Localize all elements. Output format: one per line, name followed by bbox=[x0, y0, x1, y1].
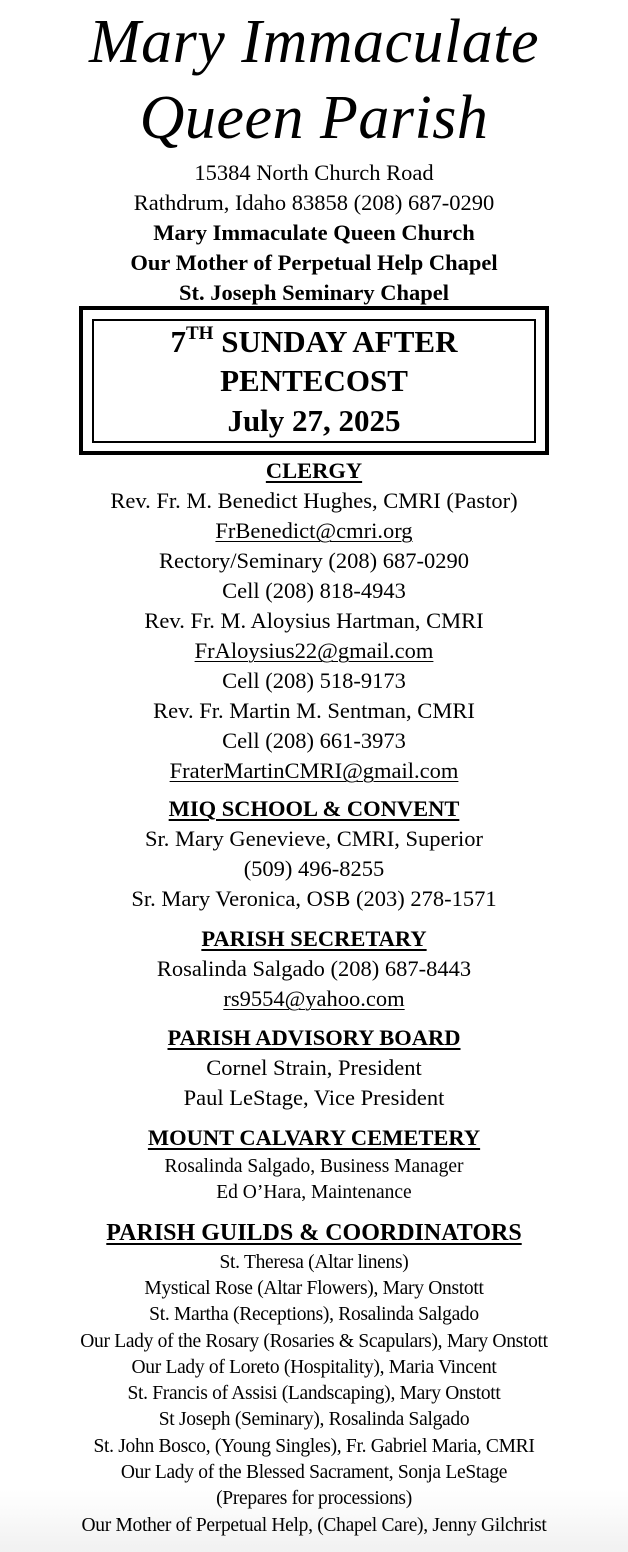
feast-date: July 27, 2025 bbox=[227, 403, 401, 438]
guild-item: St. Francis of Assisi (Landscaping), Mary Onstott bbox=[127, 1383, 501, 1404]
parish-title-line2: Queen Parish bbox=[139, 84, 489, 152]
street-address: 15384 North Church Road bbox=[194, 160, 434, 185]
guild-item: Our Mother of Perpetual Help, (Chapel Care), Jenny Gilchrist bbox=[81, 1515, 547, 1536]
guild-item: Our Lady of the Rosary (Rosaries & Scapulars), Mary Onstott bbox=[80, 1331, 548, 1352]
advisory-board-heading: PARISH ADVISORY BOARD bbox=[167, 1025, 461, 1050]
feast-ordinal-number: 7 bbox=[170, 324, 186, 359]
clergy-heading: CLERGY bbox=[265, 458, 363, 483]
guild-item-note: (Prepares for processions) bbox=[216, 1488, 412, 1509]
school-heading: MIQ SCHOOL & CONVENT bbox=[168, 796, 460, 821]
guild-item: Mystical Rose (Altar Flowers), Mary Onstott bbox=[144, 1278, 484, 1299]
cemetery-manager: Rosalinda Salgado, Business Manager bbox=[164, 1156, 464, 1177]
rectory-phone: Rectory/Seminary (208) 687-0290 bbox=[159, 548, 469, 573]
guild-item: Our Lady of Loreto (Hospitality), Maria Vincent bbox=[131, 1357, 497, 1378]
priest-2-email-link[interactable]: FrAloysius22@gmail.com bbox=[194, 638, 434, 663]
priest-3-email-link[interactable]: FraterMartinCMRI@gmail.com bbox=[169, 758, 459, 783]
school-superior: Sr. Mary Genevieve, CMRI, Superior bbox=[144, 826, 484, 851]
clergy-priest-2: Rev. Fr. M. Aloysius Hartman, CMRI bbox=[144, 608, 484, 633]
priest-2-cell: Cell (208) 518-9173 bbox=[222, 668, 406, 693]
priest-3-cell: Cell (208) 661-3973 bbox=[222, 728, 406, 753]
pastor-email-link[interactable]: FrBenedict@cmri.org bbox=[215, 518, 413, 543]
seminary-chapel-name: St. Joseph Seminary Chapel bbox=[178, 280, 450, 305]
feast-ordinal-suffix: TH bbox=[186, 323, 214, 344]
school-phone: (509) 496-8255 bbox=[243, 856, 385, 881]
pastor-cell: Cell (208) 818-4943 bbox=[222, 578, 406, 603]
cemetery-heading: MOUNT CALVARY CEMETERY bbox=[147, 1125, 481, 1150]
secretary-heading: PARISH SECRETARY bbox=[201, 926, 427, 951]
school-sister-2: Sr. Mary Veronica, OSB (203) 278-1571 bbox=[131, 886, 497, 911]
feast-title-line2: PENTECOST bbox=[220, 363, 408, 398]
guild-item: St. John Bosco, (Young Singles), Fr. Gabriel Maria, CMRI bbox=[93, 1436, 535, 1457]
secretary-contact: Rosalinda Salgado (208) 687-8443 bbox=[156, 956, 472, 981]
chapel-name: Our Mother of Perpetual Help Chapel bbox=[130, 250, 498, 275]
guild-item: St. Theresa (Altar linens) bbox=[219, 1252, 409, 1273]
clergy-priest-3: Rev. Fr. Martin M. Sentman, CMRI bbox=[153, 698, 475, 723]
parish-title-line1: Mary Immaculate bbox=[89, 8, 539, 76]
guild-item: St Joseph (Seminary), Rosalinda Salgado bbox=[158, 1409, 470, 1430]
feast-title-rest: SUNDAY AFTER bbox=[213, 324, 458, 359]
guild-item: Our Lady of the Blessed Sacrament, Sonja LeStage bbox=[120, 1462, 508, 1483]
guilds-heading: PARISH GUILDS & COORDINATORS bbox=[106, 1220, 522, 1246]
guild-item: St. Martha (Receptions), Rosalinda Salgado bbox=[149, 1304, 479, 1325]
clergy-pastor: Rev. Fr. M. Benedict Hughes, CMRI (Pastor) bbox=[110, 488, 518, 513]
church-name: Mary Immaculate Queen Church bbox=[153, 220, 475, 245]
cemetery-maintenance: Ed O’Hara, Maintenance bbox=[216, 1182, 412, 1203]
city-address-phone: Rathdrum, Idaho 83858 (208) 687-0290 bbox=[133, 190, 495, 215]
board-vice-president: Paul LeStage, Vice President bbox=[183, 1085, 445, 1110]
board-president: Cornel Strain, President bbox=[206, 1055, 422, 1080]
secretary-email-link[interactable]: rs9554@yahoo.com bbox=[223, 986, 405, 1011]
